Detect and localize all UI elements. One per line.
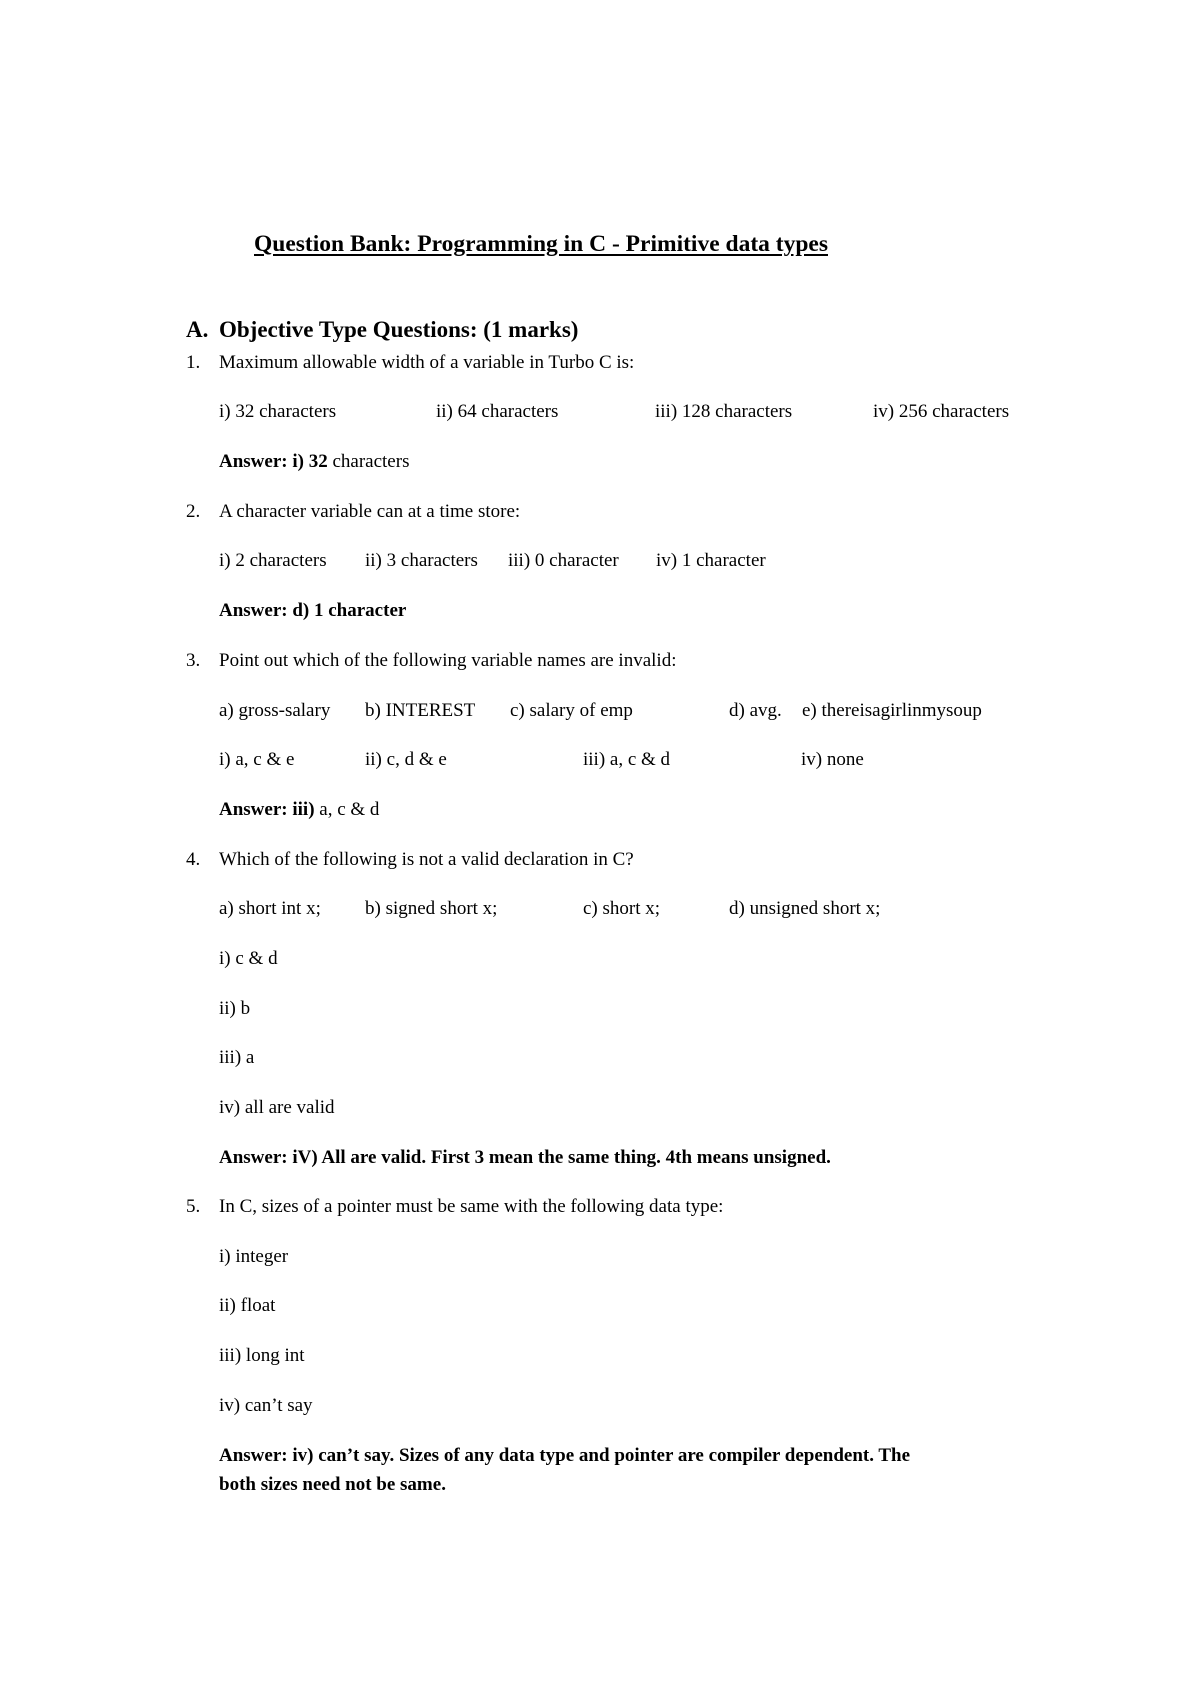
page-title: Question Bank: Programming in C - Primitive data types <box>254 231 828 257</box>
section-letter: A. <box>186 317 209 342</box>
option: iv) 256 characters <box>873 401 1010 422</box>
question-number: 5. <box>186 1196 201 1217</box>
question-number: 1. <box>186 352 201 373</box>
option: ii) float <box>219 1295 276 1316</box>
list-item: d) unsigned short x; <box>729 898 881 919</box>
option: iii) 0 character <box>508 550 619 571</box>
answer-bold: iii) <box>292 799 315 820</box>
answer-rest: a, c & d <box>319 799 380 820</box>
list-item: a) short int x; <box>219 898 321 919</box>
answer-label: Answer: <box>219 1445 288 1466</box>
question-text: Maximum allowable width of a variable in Turbo C is: <box>219 352 635 373</box>
answer-label: Answer: <box>219 1147 288 1168</box>
answer-bold: i) 32 <box>292 451 328 472</box>
list-item: a) gross-salary <box>219 700 331 721</box>
answer-continuation <box>219 1475 446 1494</box>
list-item: c) short x; <box>583 898 661 919</box>
list-item: c) salary of emp <box>510 700 633 721</box>
answer-label: Answer: <box>219 600 288 621</box>
option: ii) 64 characters <box>436 401 559 422</box>
question-text: Which of the following is not a valid declaration in C? <box>219 849 634 870</box>
option: ii) c, d & e <box>365 749 447 770</box>
option: iv) 1 character <box>656 550 766 571</box>
answer <box>219 452 409 471</box>
answer-label: Answer: <box>219 451 288 472</box>
option: i) integer <box>219 1246 289 1267</box>
option: ii) b <box>219 998 251 1019</box>
option: iv) all are valid <box>219 1097 335 1118</box>
answer-rest: characters <box>332 451 410 472</box>
question-text: Point out which of the following variable names are invalid: <box>219 650 677 671</box>
answer-bold: iv) can’t say. Sizes of any data type and pointer are compiler dependent. The <box>292 1445 911 1466</box>
option: i) c & d <box>219 948 278 969</box>
option: iii) a, c & d <box>583 749 671 770</box>
list-item: d) avg. <box>729 700 782 721</box>
question-text: In C, sizes of a pointer must be same with the following data type: <box>219 1196 724 1217</box>
answer-bold: both sizes need not be same. <box>219 1474 446 1495</box>
list-item: e) thereisagirlinmysoup <box>802 700 982 721</box>
answer <box>219 1148 831 1167</box>
answer <box>219 601 406 620</box>
option: ii) 3 characters <box>365 550 478 571</box>
option: iii) 128 characters <box>655 401 793 422</box>
section-heading: Objective Type Questions: (1 marks) <box>219 317 579 342</box>
list-item: b) signed short x; <box>365 898 498 919</box>
answer <box>219 800 379 819</box>
question-number: 3. <box>186 650 201 671</box>
option: iv) none <box>801 749 864 770</box>
answer-bold: iV) All are valid. First 3 mean the same thing. 4th means unsigned. <box>292 1147 831 1168</box>
option: i) 32 characters <box>219 401 337 422</box>
option: i) 2 characters <box>219 550 327 571</box>
option: iv) can’t say <box>219 1395 313 1416</box>
answer-bold: d) 1 character <box>292 600 407 621</box>
option: iii) long int <box>219 1345 305 1366</box>
question-number: 2. <box>186 501 201 522</box>
list-item: b) INTEREST <box>365 700 476 721</box>
answer-label: Answer: <box>219 799 288 820</box>
question-text: A character variable can at a time store: <box>219 501 521 522</box>
option: i) a, c & e <box>219 749 295 770</box>
question-number: 4. <box>186 849 201 870</box>
answer <box>219 1446 910 1465</box>
option: iii) a <box>219 1047 255 1068</box>
